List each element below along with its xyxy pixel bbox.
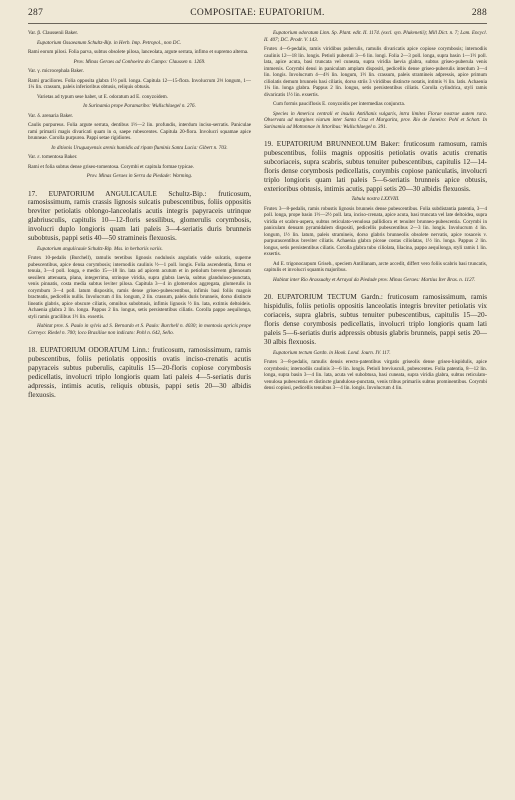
paragraph [28,339,251,343]
paragraph: Eupatorium angulicaule Schultz-Bip. Mss. in herbariis variis. [37,245,163,252]
paragraph: Frutex 3—8-pedalis, ramis robustis lignosis brunneis dense pubescentibus. Folia subdistantia patentia, 3—4 poll. longa, prope basin 1½—2½ poll. lata, inciso-crenata, apice acuta, basi truncata vel late deltoidea, supra viridia et scabro-aspera, subtus reticulato-venulosa pallidiora et tenuiter brunneo-pubescentia. Corymbi in paniculam densam pyramidalem dispositi, pedicellis pubescentibus 2—3 lin. longis. Involucrum 4 lin. longum, 1½ lin. latum, paleis stramineis, dorso glabris brunneolis obsolete nervatis, apice rosaceis v. purpurascentibus breviter ciliatis. Achaenia glabra piceae costas ciliolatas, 1½ lin. longa. Pappus 2 lin. longus, setis persistentibus ciliatis. Corolla glabra tubo ciliolata, lilacina, pappo aequilonga, styli ramis 1 lin. exsertis. [264,205,487,258]
paragraph: Rami graciliores. Folia opposita glabra 1½ poll. longa. Capitula 12—15-flora. Involucrum 2⅓ longum, 1—1¼ lin. crassum, paleis inferioribus obtusis, reliquis obtusis. [28,77,251,90]
paragraph: Eupatorium Ossaeanum Schultz-Bip. in Herb. Imp. Petropol., non DC. [37,39,182,46]
page-number-right: 288 [471,8,487,18]
paragraph: In Surinamia prope Paramaribo: Wullschlaegel n. 276. [83,103,196,109]
header-rule [28,23,487,24]
paragraph: 19. EUPATORIUM BRUNNEOLUM Baker: fruticosum ramosum, ramis pubescentibus, foliis magnis oppositis petiolatis ovatis acutis crenatis subcoriaceis, supra scabris, subtus tenuiter pubescentibus, capitulis 12—14-floris dense corymbosis pedicellatis, corymbis copiose paniculatis, involucri triplo longioris quam lati paleis 5—6-seriatis brunneis apice obtusis, exterioribus obtusis, intimis acutis, pappi setis 20—30 albidis flexuosis. [264,140,487,193]
paragraph: 17. EUPATORIUM ANGULICAULE Schultz-Bip.: fruticosum, ramosissimum, ramis crassis lignosis sulcatis pubescentibus, foliis oppositis breviter petiolatis oblongo-lanceolatis acutis integris papyraceis utrinque glabriusculis, capitulis 10—12-floris sessilibus, glomerulis corymbosis, involucri duplo longioris quam lati paleis 3—4-seriatis duris brunneis subobtusis, pappi setis 40—50 stramineis flexuosis. [28,189,251,243]
paragraph [264,286,487,290]
paragraph: Varietas ad typum sese habet, ut E. odoratum ad E. conyzoidem. [37,93,168,100]
running-header [28,8,487,22]
paragraph: Eupatorium odoratum Linn. Sp. Plant. edit. II. 1174. (excl. syn. Plukenetii); Mill Dict. n. 7; Lam. Encycl. II. 407; DC. Prodr. V. 143. [264,30,487,43]
paragraph: Cum formis pauciflosis E. conyzoidis per intermedias conjuncta. [273,101,405,107]
paragraph: In ditionis Uruguayensis arenis humidis ad ripam fluminis Santa Lucia: Gibert n. 703. [51,144,228,151]
page-number-left: 287 [28,8,44,18]
paragraph: Var. ε. tomentosa Baker. [28,154,78,160]
paragraph: Rami eorum pilosi. Folia parva, subtus obsolete pilosa, lanceolata, argute serrata, infimo et supremo alterna. [28,49,249,55]
paragraph [264,133,487,137]
paragraph: Species in America centrali et insulis Antillanis vulgaris, intra limites Florae nostrae autem rara. Observata ad margines viarum inter Santa Cruz et Margarita, prov. Rio de Janeiro: Pohl et Schott. In Surinamia ad Mottonnae in littoribus: Wullschlaegel n. 391. [264,110,487,130]
paragraph: Var. γ. microcephala Baker. [28,68,84,74]
paragraph: Rami et folia subtus dense griseo-tomentosa. Corymbi et capitula formae typicae. [28,163,195,170]
right-column [264,30,487,790]
paragraph: Prov. Minas Geraes in Serra da Piedade: Warming. [86,173,193,179]
paragraph: Habitat inter Rio Arassuahy et Arrayal da Piedade prov. Minas Geraes: Martius Iter Bras. n. 1127. [273,276,476,283]
paragraph: Ad E. trigonocarpum Griseb., speciem Antillanam, arcte accedit, differt vero foliis scabris basi truncatis, capitulis et involucri squamis majoribus. [264,260,487,274]
paragraph: Var. δ. arenaria Baker. [28,112,74,119]
paragraph: Frutex 4—6-pedalis, ramis viridibus puberulis, ramulis divaricatis apice copiose corymbosis; internodiis caulinis 12—18 lin. longis. Petioli puberuli 3—6 lin. longi. Folia 2—3 poll. longa, supra basin 1—1½ poll. lata, apice acuta, basi truncata vel cuneata, supra viridia laevia glabra, subtus griseo-puberula venis immersis. Corymbi densi in paniculam amplam dispositi, pedicellis dense griseo-puberulis interdum 3—4 lin. longis. Involucrum 4—4½ lin. longum, 1½ lin. crassum, paleis stramineis adpressis, apice primum ciliolatis demum brunneis basi ciliatis, dorso striis 3 viridibus distincte notatis, intimis ½ lin. latis. Achaenia 1¼ lin. longa glabra. Pappus 2 lin. longus, setis persistentibus ciliatis. Corolla cylindrica, styli ramis divaricatis 1½ lin. exsertis. [264,46,487,98]
paragraph: Eupatorium tectum Gardn. in Hook. Lond. Journ. IV. 117. [273,349,391,356]
running-title: COMPOSITAE: EUPATORIUM. [190,8,325,18]
paragraph: Caulis purpureus. Folia argute serrata, dentibus 1½—2 lin. profundis, interdum inciso-serratis. Paniculae rami primarii magis divaricati quam in α, saepe rubescentes. Capitula 20-flora. Involucri squamae apice brunneae. Corolla purpurea. Pappi setae rigidiores. [28,122,251,141]
paragraph: Var. β. Claussenii Baker. [28,30,79,36]
paragraph: Habitat prov. S. Paulo in sylvis ad S. Bernardo et S. Paulo: Burchell n. 4030; in montosis apricis prope Correyo: Riedel n. 700; loco Brasiliae non indicato: Pohl n. 642, Sello. [28,323,251,336]
paragraph: Tabula nostra LXXVIII. [351,196,400,203]
paragraph: Frutex 3—8-pedalis, ramulis densis erecto-patentibus virgatis griseolis dense griseo-hispidulis, apice corymbosis; internodiis caulinis 3—6 lin. longis. Petioli breviusculi, pubescentes. Folia patentia, 8—12 lin. longa, supra basin 3—4 lin. lata, acuta vel subobtusa, basi cuneata, supra viridia glabra, subtus reticulato-venulosa pubescentia et distincte glanduloso-punctata, venis tribus primariis subtus prominentibus. Corymbi densi copiosi, pedicellis tenuibus 3—4 lin. longis. Involucrum 4 lin. [264,359,487,392]
paragraph: 20. EUPATORIUM TECTUM Gardn.: fruticosum ramosissimum, ramis hispidulis, foliis petiolis oppositis lanceolatis integris breviter petiolatis vix coriaceis, supra glabris, subtus tenuiter pubescentibus, capitulis 15—20-floris dense corymbosis pedicellatis, involucri triplo longioris quam lati paleis 5—6-seriatis duris adpressis obtusis glabris brunneis, pappi setis 20—30 albis flexuosis. [264,293,487,346]
paragraph: Prov. Minas Geraes ad Conhoeira do Campo: Claussen n. 1269. [73,58,206,65]
paragraph [28,183,251,187]
paragraph: Frutex 10-pedalis (Burchell), ramulis teretibus lignosis nodulosis angulatis valde sulcatis, superne pubescentibus, apice densa corymbosis; internodiis caulinis ½—1 poll. longis. Folia ascendentia, firma et tenuia, 3—4 poll. longa, e medio 15—18 lin. lata ad apicem acutum et in petiolum brevem gibenosum sessilem attenuata, plana, integerrima, utrinque viridia, supra glabra laevia, subtus glanduloso-punctata, venis pinnatis, costa media subtus leviter pilosa. Capitula 3—4 in glomerulos aggregata, glomerulis in corymbum 3—4 poll. latum dispositis, ramis dense griseo-pubescentibus, infimis basi foliis magnis bracteatis, pedicellis nullis. Involucrum 4 lin. longum, 2 lin. crassum, paleis duris brunneis, dorso distincte lineatis glabris, apice obscure ciliatis, omnibus subobtusis, infimis lignosis ½ lin. lata, extimis deltoideis. Achaenia glabra 2 lin. longa. Pappus 2 lin. longus, setis persistentibus ciliatis. Corolla pappo aequilonga, styli ramis gracilibus 1½ lin. exsertis. [28,255,251,320]
paragraph: 18. EUPATORIUM ODORATUM Linn.: fruticosum, ramosissimum, ramis pubescentibus, foliis petiolatis oppositis ovatis inciso-crenatis acutis papyraceis subtus puberulis, capitulis 15—20-floris copiose corymbosis pedicellatis, involucri triplo longioris quam lati paleis 4—5-seriatis duris adpressis, intimis acutis, reliquis obtusis, pappi setis 20—30 albidis flexuosis. [28,346,251,399]
left-column [28,30,251,790]
